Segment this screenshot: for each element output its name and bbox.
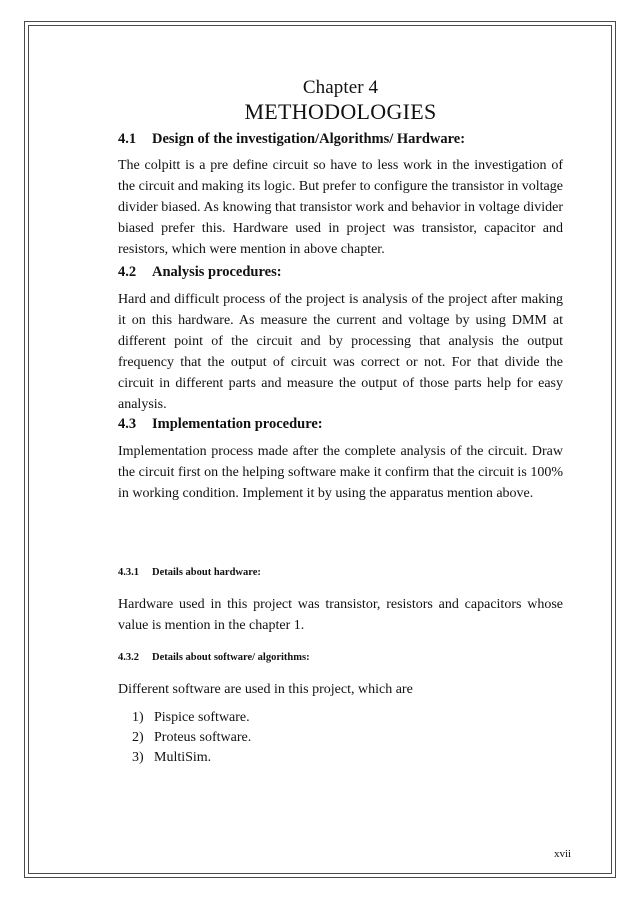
list-item [132,728,251,748]
subsection-title: Details about software/ algorithms: [152,652,310,663]
subsection-number: 4.3.2 [118,652,139,663]
section-title: Design of the investigation/Algorithms/ Hardware: [152,131,466,147]
chapter-label: Chapter 4 [302,77,379,98]
list-item [132,748,251,768]
list-item [132,708,251,728]
section-heading-4-3 [118,416,323,433]
software-list [132,708,251,768]
list-item-number: 2) [132,730,144,745]
page-number: xvii [554,848,572,860]
section-number: 4.2 [118,264,137,280]
subsection-heading-4-3-1 [118,567,261,578]
list-item-text: Pispice software. [154,710,250,725]
section-heading-4-1 [118,131,465,148]
list-item-number: 3) [132,750,144,765]
list-item-text: MultiSim. [154,750,212,765]
section-title: Implementation procedure: [152,416,323,432]
list-item-text: Proteus software. [154,730,252,745]
section-body-4-3: Implementation process made after the complete analysis of the circuit. Draw the circuit first on the helping software make it confirm that the circuit is 100% in working condition. Implement it by using the apparatus mention above. [118,444,563,501]
subsection-title: Details about hardware: [152,567,261,578]
section-number: 4.1 [118,131,137,147]
section-number: 4.3 [118,416,137,432]
section-title: Analysis procedures: [152,264,282,280]
list-item-number: 1) [132,710,144,725]
subsection-number: 4.3.1 [118,567,139,578]
subsection-heading-4-3-2 [118,652,310,663]
section-body-4-1: The colpitt is a pre define circuit so have to less work in the investigation of the circuit and making its logic. But prefer to configure the transistor in voltage divider biased. As knowing that transistor work and behavior in voltage divider biased prefer this. Hardware used in project was transistor, capacitor and resistors, which were mention in above chapter. [118,158,563,257]
chapter-title: METHODOLOGIES [244,99,437,124]
section-heading-4-2 [118,264,282,281]
subsection-body-4-3-1: Hardware used in this project was transistor, resistors and capacitors whose value is mention in the chapter 1. [118,597,563,633]
subsection-body-4-3-2: Different software are used in this project, which are [118,682,413,697]
section-body-4-2: Hard and difficult process of the project is analysis of the project after making it on this hardware. As measure the current and voltage by using DMM at different point of the circuit and by processing that analysis the output frequency that the output of circuit was correct or not. For that divide the circuit in different parts and measure the output of those parts help for easy analysis. [118,292,563,412]
